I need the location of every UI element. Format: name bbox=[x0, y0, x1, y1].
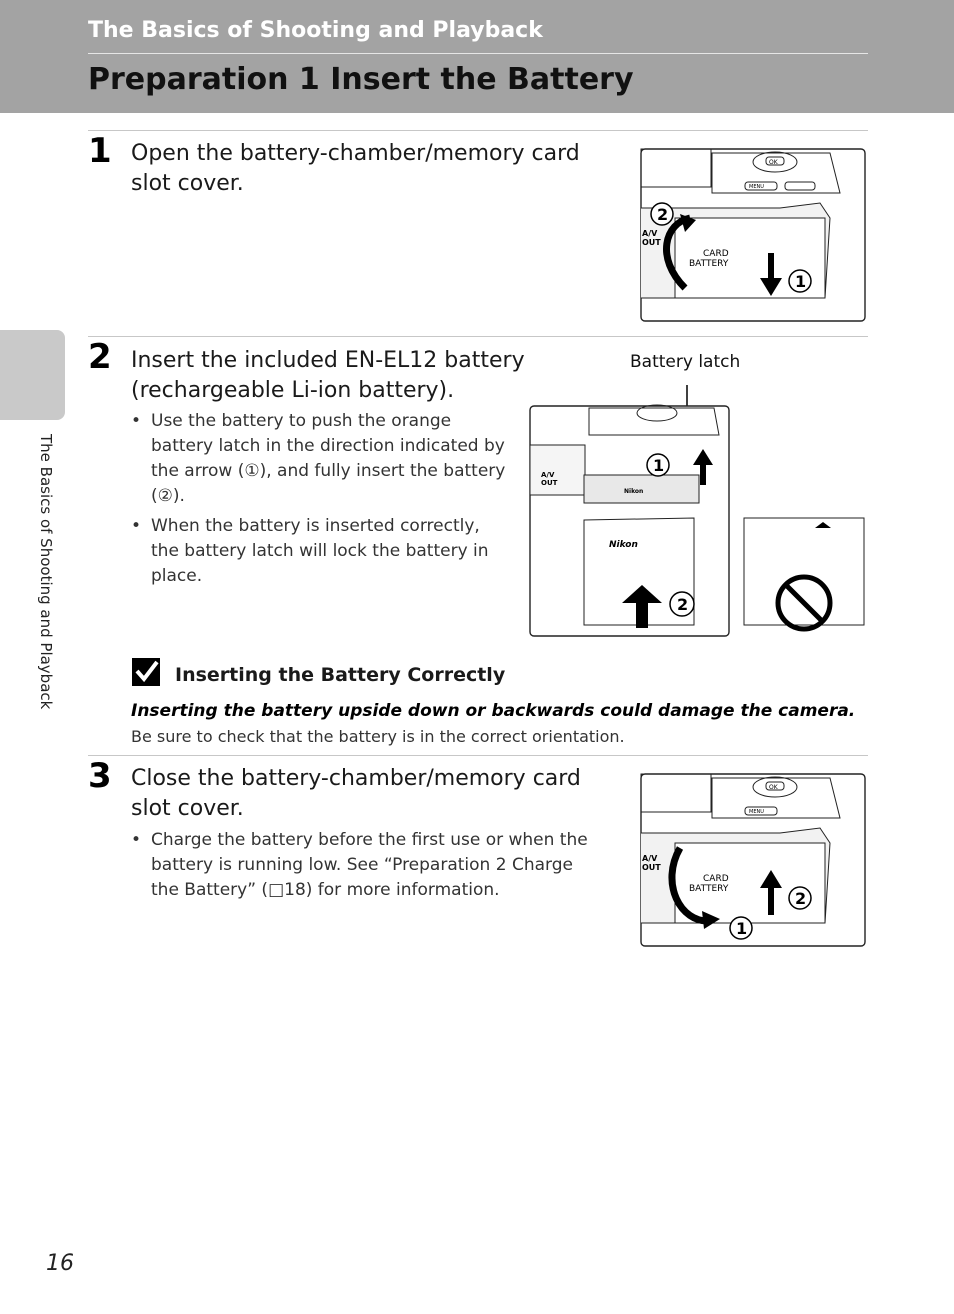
svg-text:1: 1 bbox=[653, 456, 665, 475]
divider bbox=[88, 755, 868, 756]
svg-text:OUT: OUT bbox=[642, 238, 661, 247]
open-cover-figure bbox=[640, 148, 866, 323]
step-2-number: 2 bbox=[88, 337, 112, 377]
divider bbox=[88, 336, 868, 337]
svg-text:OUT: OUT bbox=[642, 863, 661, 872]
svg-text:A/V: A/V bbox=[541, 471, 555, 479]
step-2-heading: Insert the included EN-EL12 battery (rechargeable Li-ion battery). bbox=[131, 348, 525, 403]
svg-text:2: 2 bbox=[657, 205, 669, 224]
svg-text:MENU: MENU bbox=[749, 184, 764, 190]
svg-text:OK: OK bbox=[769, 159, 778, 166]
svg-text:1: 1 bbox=[736, 919, 748, 938]
svg-text:OK: OK bbox=[769, 784, 778, 791]
step-3-number: 3 bbox=[88, 756, 112, 796]
svg-text:A/V: A/V bbox=[642, 229, 658, 238]
page-number: 16 bbox=[46, 1251, 74, 1276]
svg-text:Nikon: Nikon bbox=[624, 488, 644, 495]
side-tab bbox=[0, 330, 65, 420]
svg-text:Nikon: Nikon bbox=[609, 540, 638, 550]
step-1-heading: Open the battery-chamber/memory card slot cover. bbox=[131, 141, 580, 196]
step-3-heading: Close the battery-chamber/memory card slot cover. bbox=[131, 766, 581, 821]
svg-text:OUT: OUT bbox=[541, 479, 558, 487]
svg-text:CARD: CARD bbox=[703, 874, 729, 884]
divider bbox=[88, 130, 868, 131]
close-cover-figure bbox=[640, 773, 866, 948]
svg-text:BATTERY: BATTERY bbox=[689, 259, 729, 269]
insert-battery-figure bbox=[529, 385, 867, 638]
note-text: Be sure to check that the battery is in the correct orientation. bbox=[131, 727, 625, 746]
section-title: The Basics of Shooting and Playback bbox=[88, 18, 543, 43]
step-1-number: 1 bbox=[88, 131, 112, 171]
bullet-item: • Charge the battery before the first use or when the battery is running low. See “Preparation 2 Charge the Battery” (□18) for more information. bbox=[131, 828, 601, 903]
svg-text:MENU: MENU bbox=[749, 809, 764, 815]
side-tab-label: The Basics of Shooting and Playback bbox=[37, 434, 55, 710]
battery-latch-label: Battery latch bbox=[630, 352, 741, 372]
note-title: Inserting the Battery Correctly bbox=[175, 664, 506, 686]
bullet-item: • Use the battery to push the orange battery latch in the direction indicated by the arrow (①), and fully insert the battery (②). bbox=[131, 409, 511, 509]
svg-text:BATTERY: BATTERY bbox=[689, 884, 729, 894]
svg-text:1: 1 bbox=[795, 272, 807, 291]
page-title: Preparation 1 Insert the Battery bbox=[88, 62, 634, 97]
header-divider bbox=[88, 53, 868, 54]
svg-text:2: 2 bbox=[795, 889, 807, 908]
bullet-item: • When the battery is inserted correctly, the battery latch will lock the battery in place. bbox=[131, 514, 511, 589]
svg-text:2: 2 bbox=[677, 595, 689, 614]
svg-text:A/V: A/V bbox=[642, 854, 658, 863]
step-3-bullets bbox=[131, 828, 601, 908]
step-2-bullets bbox=[131, 409, 511, 594]
check-icon bbox=[132, 658, 160, 686]
svg-text:CARD: CARD bbox=[703, 249, 729, 259]
page-header bbox=[0, 0, 954, 113]
note-warning: Inserting the battery upside down or backwards could damage the camera. bbox=[131, 701, 856, 721]
note-body bbox=[131, 698, 871, 749]
